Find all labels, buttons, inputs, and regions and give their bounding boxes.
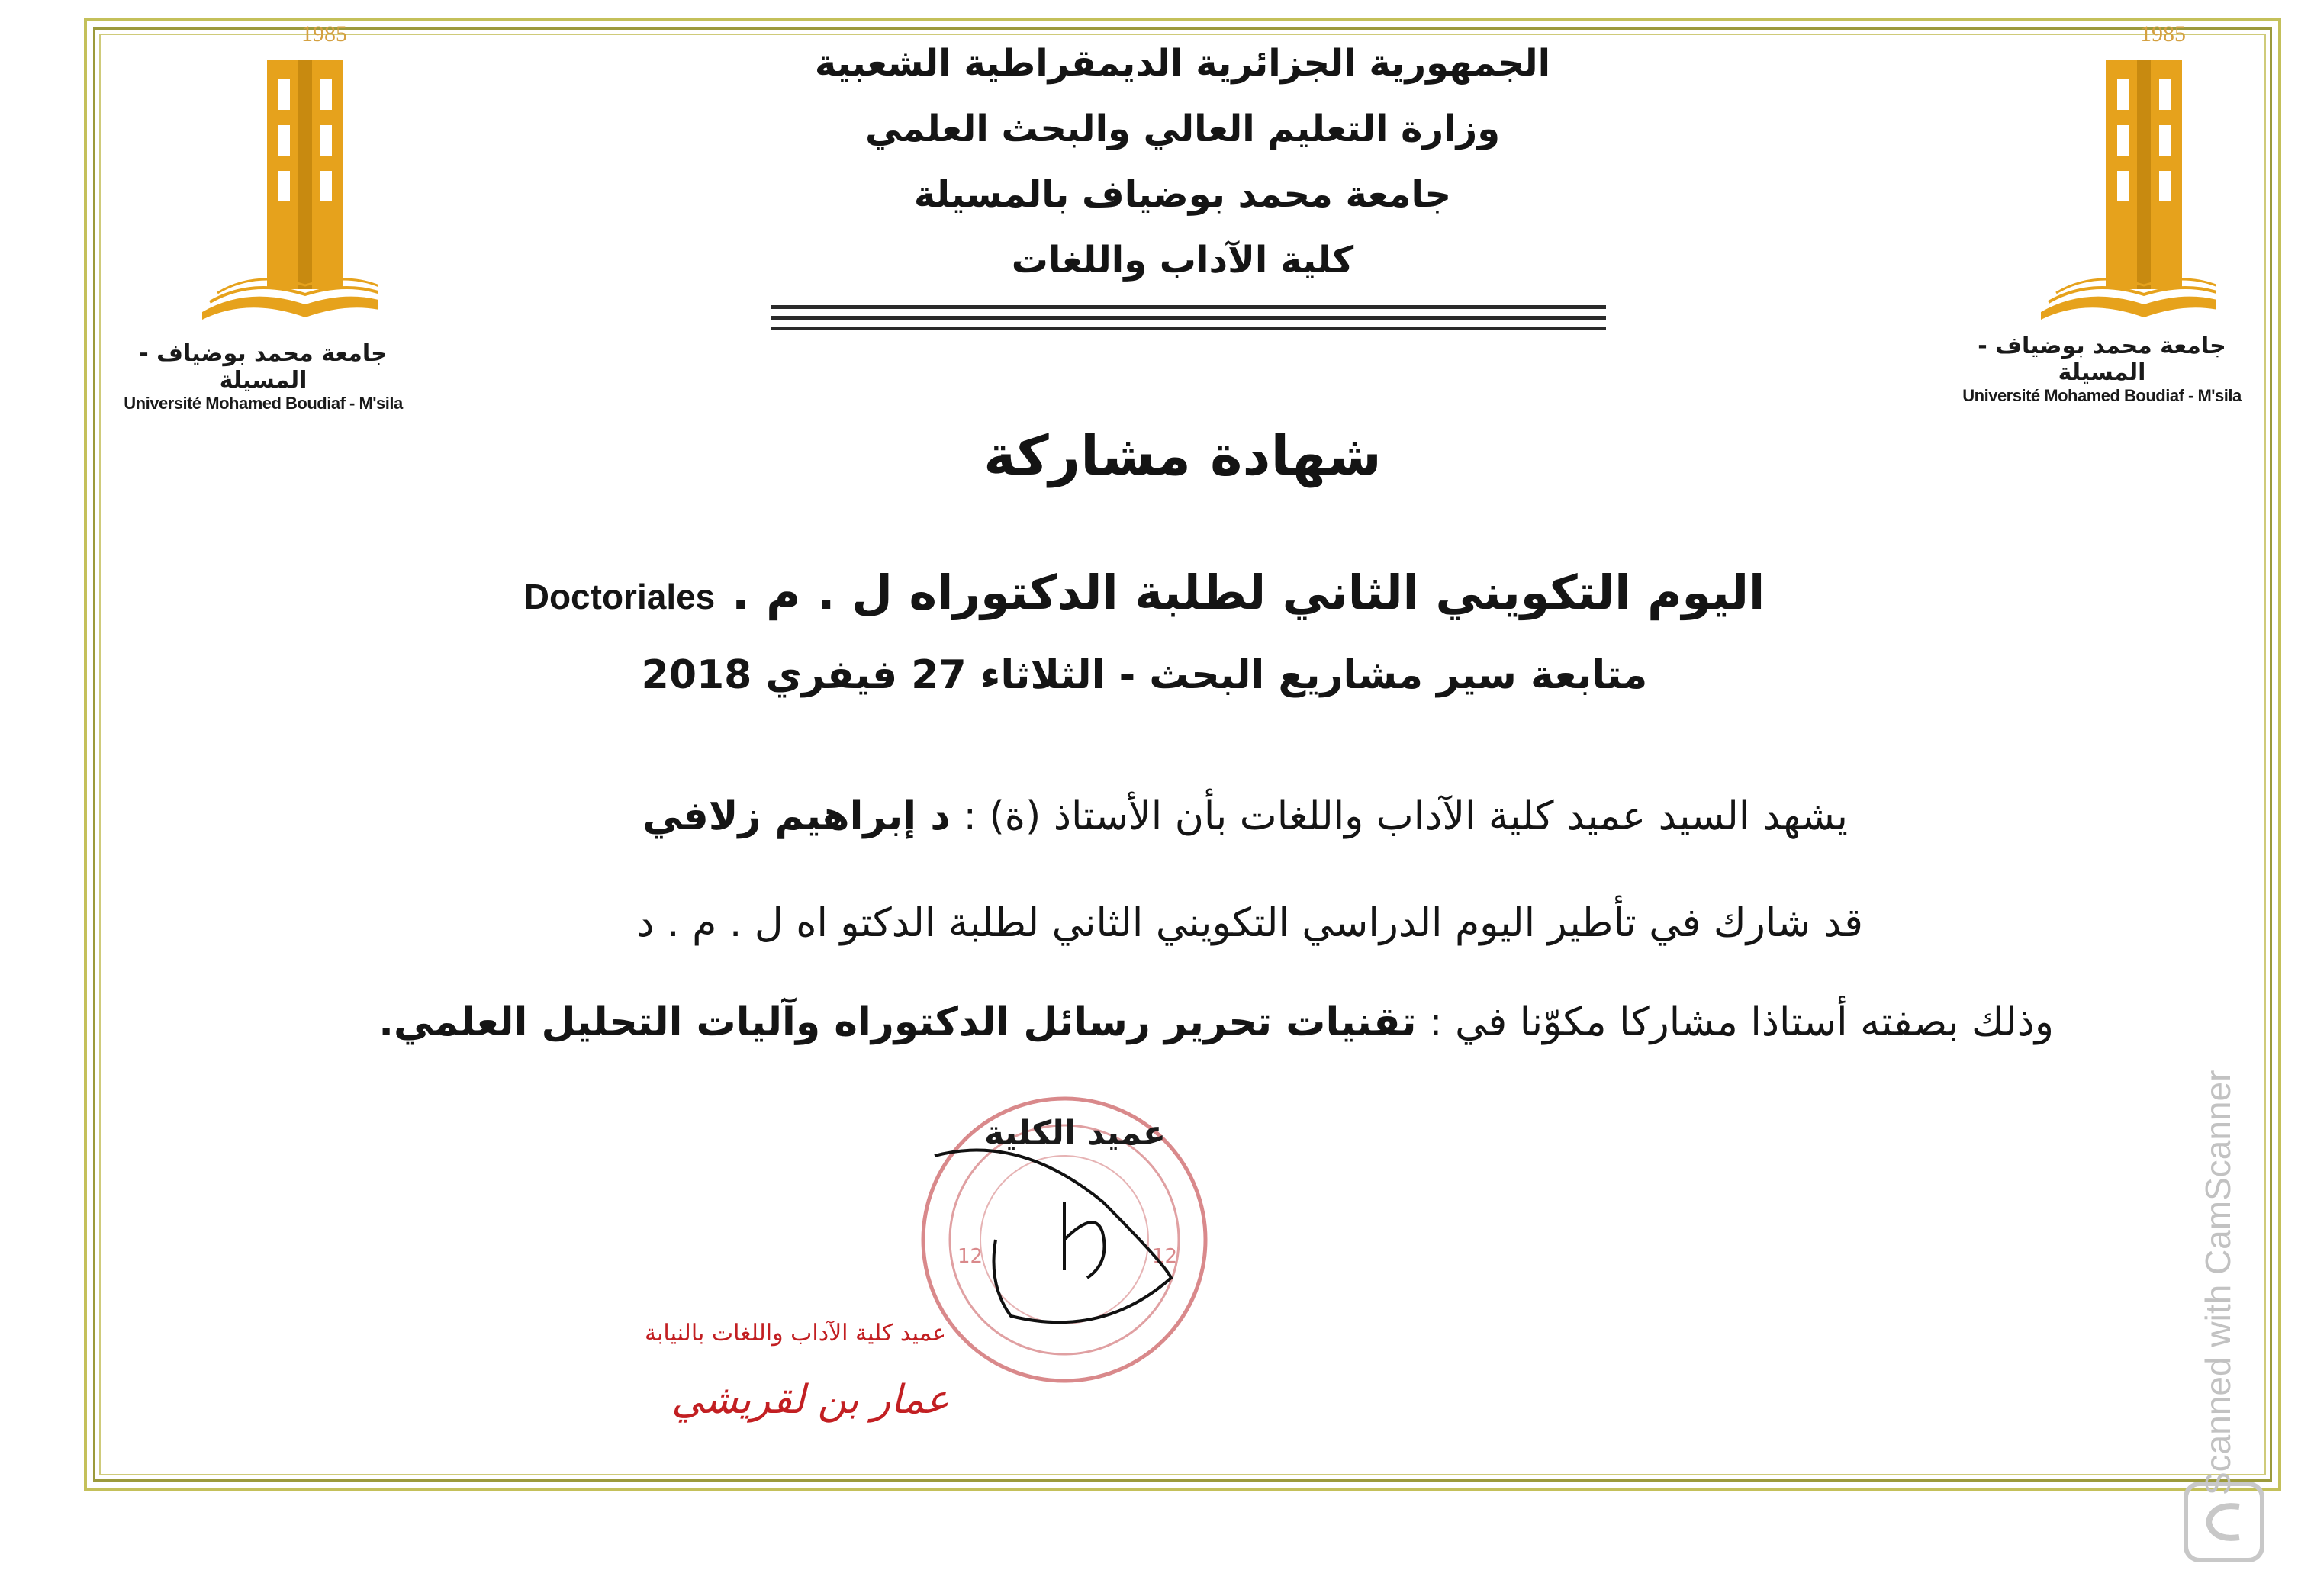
event-title-arabic: اليوم التكويني الثاني لطلبة الدكتوراه ل . م . bbox=[731, 565, 1765, 620]
role-text: وذلك بصفته أستاذا مشاركا مكوّنا في : bbox=[1429, 999, 2054, 1045]
workshop-topic: تقنيات تحرير رسائل الدكتوراه وآليات التحليل العلمي. bbox=[378, 999, 1417, 1045]
logo-french-name: Université Mohamed Boudiaf - M'sila bbox=[124, 394, 403, 413]
camscanner-icon bbox=[2182, 1480, 2266, 1564]
institution-header bbox=[687, 31, 1678, 293]
university-logo-left bbox=[99, 18, 427, 413]
header-divider bbox=[771, 305, 1606, 337]
logo-year: 1985 bbox=[2140, 21, 2186, 47]
dean-label: عميد الكلية bbox=[984, 1114, 1167, 1153]
event-title bbox=[381, 565, 1907, 620]
logo-arabic-name: جامعة محمد بوضياف - المسيلة bbox=[139, 340, 388, 394]
logo-year: 1985 bbox=[301, 21, 347, 47]
event-title-latin: Doctoriales bbox=[523, 577, 716, 616]
acting-dean-role: عميد كلية الآداب واللغات بالنيابة bbox=[645, 1320, 946, 1347]
tower-book-icon bbox=[149, 18, 378, 339]
participation-statement: قد شارك في تأطير اليوم الدراسي التكويني الثاني لطلبة الدكتو اه ل . م . د bbox=[636, 900, 1863, 946]
header-university: جامعة محمد بوضياف بالمسيلة bbox=[913, 173, 1452, 216]
event-subtitle: متابعة سير مشاريع البحث - الثلاثاء 27 فيفري 2018 bbox=[641, 652, 1648, 698]
certification-statement bbox=[642, 793, 1848, 839]
statement-text: يشهد السيد عميد كلية الآداب واللغات بأن الأستاذ (ة) : bbox=[963, 793, 1848, 839]
watermark-text: Scanned with CamScanner bbox=[2198, 1070, 2238, 1495]
logo-french-name: Université Mohamed Boudiaf - M'sila bbox=[1962, 386, 2242, 405]
university-logo-right bbox=[1938, 18, 2266, 406]
tower-book-icon bbox=[1987, 18, 2216, 331]
recipient-name: د إبراهيم زلافي bbox=[642, 793, 951, 839]
svg-text:12: 12 bbox=[958, 1245, 983, 1268]
role-statement bbox=[378, 999, 2054, 1045]
svg-text:12: 12 bbox=[1152, 1245, 1178, 1268]
certificate-title: شهادة مشاركة bbox=[983, 423, 1382, 487]
header-faculty: كلية الآداب واللغات bbox=[1011, 239, 1354, 282]
logo-arabic-name: جامعة محمد بوضياف - المسيلة bbox=[1978, 333, 2226, 386]
scanner-watermark bbox=[2167, 1070, 2298, 1556]
acting-dean-name: عمار بن لقريشي bbox=[671, 1377, 950, 1423]
header-republic: الجمهورية الجزائرية الديمقراطية الشعبية bbox=[814, 42, 1551, 85]
header-ministry: وزارة التعليم العالي والبحث العلمي bbox=[864, 108, 1501, 150]
